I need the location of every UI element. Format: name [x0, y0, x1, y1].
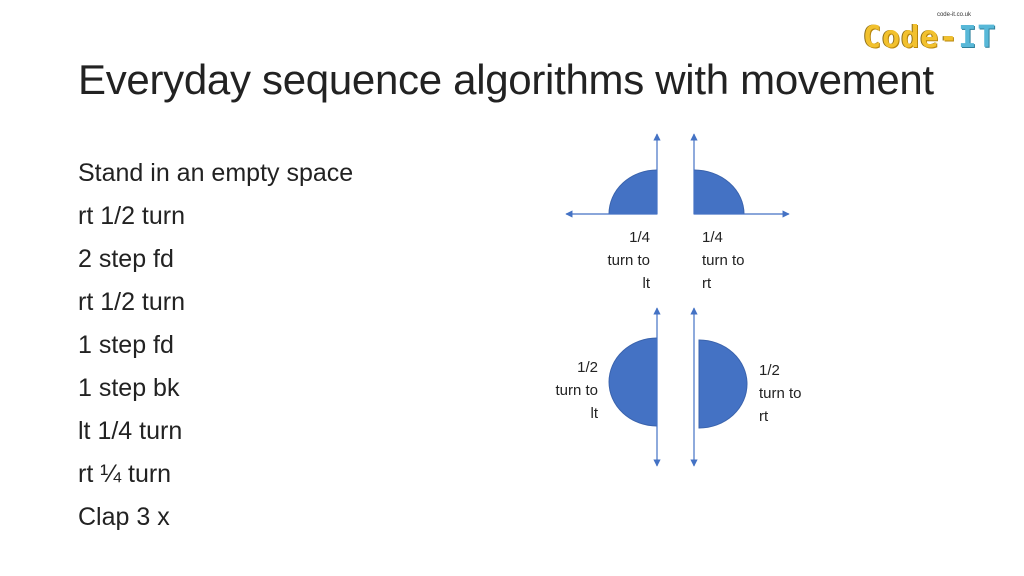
half-turn-right-shape [699, 340, 747, 428]
label-line: lt [642, 275, 650, 292]
step-item: 1 step bk [78, 374, 180, 402]
label-line: 1/2 [759, 362, 780, 379]
logo-word-accent: IT [958, 20, 997, 55]
label-half-turn-left [528, 356, 598, 425]
step-item: 1 step fd [78, 331, 174, 359]
label-quarter-turn-right [702, 226, 772, 295]
step-item: rt 1/2 turn [78, 202, 185, 230]
label-line: lt [590, 405, 598, 422]
label-line: 1/4 [629, 229, 650, 246]
half-turn-left-shape [609, 338, 657, 426]
label-line: turn to [555, 382, 598, 399]
label-line: 1/4 [702, 229, 723, 246]
step-item: Clap 3 x [78, 503, 170, 531]
slide-title: Everyday sequence algorithms with movement [78, 56, 934, 103]
label-line: rt [702, 275, 712, 292]
logo-word-main: Code- [863, 20, 959, 55]
step-item: lt 1/4 turn [78, 417, 183, 445]
step-item: 2 step fd [78, 245, 174, 273]
label-line: rt [759, 408, 769, 425]
step-item: rt ¼ turn [78, 460, 172, 488]
step-item: rt 1/2 turn [78, 288, 185, 316]
label-half-turn-right [759, 359, 829, 428]
label-line: turn to [702, 252, 745, 269]
label-line: turn to [759, 385, 802, 402]
label-line: 1/2 [577, 359, 598, 376]
label-line: turn to [607, 252, 650, 269]
step-item: Stand in an empty space [78, 159, 354, 187]
quarter-turn-left-shape [609, 170, 657, 214]
quarter-turn-right-shape [694, 170, 744, 214]
logo-url: code-it.co.uk [936, 12, 971, 18]
label-quarter-turn-left [580, 226, 650, 295]
